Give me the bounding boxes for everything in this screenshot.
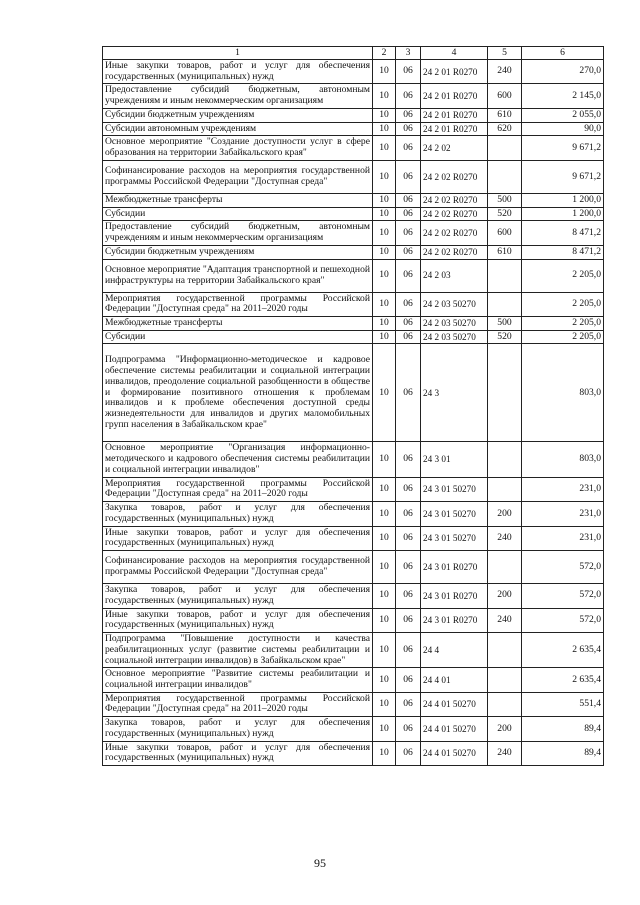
row-subsection: 06 [396,108,421,122]
row-amount: 231,0 [522,502,604,526]
row-target-code: 24 3 01 50270 [421,477,488,501]
row-target-code: 24 2 02 R0270 [421,193,488,207]
row-section: 10 [373,692,396,716]
header-row [103,47,604,60]
row-name: Мероприятия государственной программы Российской Федерации "Доступная среда" на 2011–2020 годы [103,477,373,501]
header-col-6: 6 [522,47,604,60]
row-expense-type: 240 [488,60,522,84]
row-subsection: 06 [396,717,421,741]
row-subsection: 06 [396,330,421,344]
row-target-code: 24 2 02 R0270 [421,160,488,193]
table-row [103,221,604,245]
row-amount: 231,0 [522,526,604,550]
row-subsection: 06 [396,160,421,193]
row-subsection: 06 [396,668,421,692]
row-subsection: 06 [396,84,421,108]
row-section: 10 [373,344,396,442]
row-amount: 9 671,2 [522,160,604,193]
row-subsection: 06 [396,442,421,477]
row-amount: 2 205,0 [522,330,604,344]
table-row [103,330,604,344]
table-row [103,477,604,501]
row-section: 10 [373,584,396,608]
table-row [103,633,604,668]
table-row [103,692,604,716]
row-name: Подпрограмма "Информационно-методическое и кадровое обеспечение системы реабилитации и социальной интеграции инвалидов, преодоление социальной разобщенности в обществе и формирование позитивного отношения к проблемам инвалидов и к проблеме обеспечения доступной среды жизнедеятельности для инвалидов и других маломобильных групп населения в Забайкальском крае" [103,344,373,442]
row-section: 10 [373,330,396,344]
row-amount: 89,4 [522,717,604,741]
row-target-code: 24 3 01 R0270 [421,584,488,608]
row-subsection: 06 [396,344,421,442]
row-expense-type: 200 [488,584,522,608]
table-row [103,84,604,108]
row-section: 10 [373,193,396,207]
row-subsection: 06 [396,193,421,207]
row-name: Основное мероприятие "Развитие системы реабилитации и социальной интеграции инвалидов" [103,668,373,692]
row-subsection: 06 [396,207,421,221]
table-row [103,292,604,316]
row-target-code: 24 3 01 50270 [421,526,488,550]
table-body [103,60,604,766]
row-expense-type [488,477,522,501]
row-target-code: 24 4 01 50270 [421,741,488,765]
table-row [103,502,604,526]
row-amount: 551,4 [522,692,604,716]
row-target-code: 24 2 03 [421,259,488,292]
row-amount: 89,4 [522,741,604,765]
row-section: 10 [373,292,396,316]
row-subsection: 06 [396,221,421,245]
row-target-code: 24 4 01 50270 [421,692,488,716]
table-row [103,442,604,477]
row-amount: 803,0 [522,442,604,477]
row-subsection: 06 [396,136,421,160]
row-expense-type: 240 [488,741,522,765]
row-amount: 572,0 [522,584,604,608]
row-target-code: 24 2 03 50270 [421,330,488,344]
row-name: Межбюджетные трансферты [103,193,373,207]
row-subsection: 06 [396,608,421,632]
table-row [103,136,604,160]
row-expense-type: 620 [488,122,522,136]
row-name: Субсидии автономным учреждениям [103,122,373,136]
table-row [103,317,604,331]
row-expense-type: 520 [488,330,522,344]
row-name: Иные закупки товаров, работ и услуг для обеспечения государственных (муниципальных) нужд [103,526,373,550]
page-number: 95 [314,856,326,870]
row-subsection: 06 [396,60,421,84]
row-section: 10 [373,245,396,259]
row-section: 10 [373,741,396,765]
row-expense-type [488,633,522,668]
row-expense-type: 520 [488,207,522,221]
row-name: Иные закупки товаров, работ и услуг для обеспечения государственных (муниципальных) нужд [103,741,373,765]
row-amount: 2 205,0 [522,259,604,292]
table-row [103,108,604,122]
row-amount: 8 471,2 [522,245,604,259]
row-amount: 1 200,0 [522,207,604,221]
row-subsection: 06 [396,245,421,259]
row-target-code: 24 4 [421,633,488,668]
row-name: Иные закупки товаров, работ и услуг для обеспечения государственных (муниципальных) нужд [103,60,373,84]
row-section: 10 [373,108,396,122]
row-section: 10 [373,160,396,193]
row-amount: 2 205,0 [522,317,604,331]
row-expense-type [488,136,522,160]
row-section: 10 [373,668,396,692]
row-name: Субсидии [103,207,373,221]
row-name: Софинансирование расходов на мероприятия государственной программы Российской Федерации "Доступная среда" [103,160,373,193]
table-row [103,60,604,84]
row-name: Закупка товаров, работ и услуг для обеспечения государственных (муниципальных) нужд [103,584,373,608]
row-expense-type [488,668,522,692]
row-subsection: 06 [396,502,421,526]
row-amount: 572,0 [522,608,604,632]
row-subsection: 06 [396,526,421,550]
row-expense-type: 610 [488,245,522,259]
row-expense-type [488,442,522,477]
row-name: Межбюджетные трансферты [103,317,373,331]
row-name: Подпрограмма "Повышение доступности и качества реабилитационных услуг (развитие системы реабилитации и социальной интеграции инвалидов) в Забайкальском крае" [103,633,373,668]
row-name: Субсидии [103,330,373,344]
row-subsection: 06 [396,633,421,668]
row-name: Закупка товаров, работ и услуг для обеспечения государственных (муниципальных) нужд [103,502,373,526]
row-name: Основное мероприятие "Создание доступности услуг в сфере образования на территории Забайкальского края" [103,136,373,160]
row-target-code: 24 2 01 R0270 [421,84,488,108]
row-amount: 231,0 [522,477,604,501]
row-amount: 572,0 [522,551,604,584]
row-amount: 90,0 [522,122,604,136]
table-row [103,193,604,207]
row-name: Мероприятия государственной программы Российской Федерации "Доступная среда" на 2011–2020 годы [103,292,373,316]
row-expense-type: 240 [488,526,522,550]
row-amount: 8 471,2 [522,221,604,245]
table-row [103,717,604,741]
row-target-code: 24 2 03 50270 [421,292,488,316]
row-expense-type: 200 [488,502,522,526]
row-target-code: 24 3 01 R0270 [421,608,488,632]
budget-table [102,46,604,766]
header-col-1: 1 [103,47,373,60]
row-expense-type [488,551,522,584]
row-target-code: 24 4 01 [421,668,488,692]
row-expense-type: 500 [488,193,522,207]
row-name: Мероприятия государственной программы Российской Федерации "Доступная среда" на 2011–2020 годы [103,692,373,716]
header-col-4: 4 [421,47,488,60]
header-col-3: 3 [396,47,421,60]
row-target-code: 24 2 01 R0270 [421,122,488,136]
row-target-code: 24 2 01 R0270 [421,60,488,84]
row-expense-type [488,692,522,716]
row-target-code: 24 4 01 50270 [421,717,488,741]
row-expense-type: 600 [488,84,522,108]
table-row [103,741,604,765]
row-subsection: 06 [396,292,421,316]
row-expense-type: 500 [488,317,522,331]
row-section: 10 [373,259,396,292]
row-target-code: 24 2 02 R0270 [421,221,488,245]
row-section: 10 [373,122,396,136]
row-target-code: 24 3 01 50270 [421,502,488,526]
row-target-code: 24 3 01 R0270 [421,551,488,584]
row-subsection: 06 [396,692,421,716]
row-expense-type: 600 [488,221,522,245]
row-section: 10 [373,317,396,331]
row-amount: 2 055,0 [522,108,604,122]
table-row [103,160,604,193]
row-amount: 2 635,4 [522,633,604,668]
row-name: Основное мероприятие "Организация информационно-методического и кадрового обеспечения системы реабилитации и социальной интеграции инвалидов" [103,442,373,477]
row-section: 10 [373,221,396,245]
header-col-2: 2 [373,47,396,60]
row-section: 10 [373,502,396,526]
table-row [103,344,604,442]
row-name: Субсидии бюджетным учреждениям [103,108,373,122]
table-row [103,526,604,550]
row-subsection: 06 [396,122,421,136]
table-header [103,47,604,60]
row-target-code: 24 2 03 50270 [421,317,488,331]
row-target-code: 24 2 02 R0270 [421,207,488,221]
row-expense-type [488,344,522,442]
table-row [103,207,604,221]
header-col-5: 5 [488,47,522,60]
row-name: Закупка товаров, работ и услуг для обеспечения государственных (муниципальных) нужд [103,717,373,741]
row-target-code: 24 2 02 [421,136,488,160]
row-amount: 2 635,4 [522,668,604,692]
row-target-code: 24 3 [421,344,488,442]
table-row [103,551,604,584]
row-section: 10 [373,442,396,477]
row-section: 10 [373,477,396,501]
row-expense-type [488,259,522,292]
row-section: 10 [373,551,396,584]
row-amount: 270,0 [522,60,604,84]
row-expense-type: 200 [488,717,522,741]
row-name: Иные закупки товаров, работ и услуг для обеспечения государственных (муниципальных) нужд [103,608,373,632]
row-name: Софинансирование расходов на мероприятия государственной программы Российской Федерации "Доступная среда" [103,551,373,584]
table-row [103,668,604,692]
row-subsection: 06 [396,551,421,584]
row-target-code: 24 2 02 R0270 [421,245,488,259]
row-expense-type: 240 [488,608,522,632]
table-row [103,584,604,608]
row-expense-type [488,292,522,316]
row-name: Субсидии бюджетным учреждениям [103,245,373,259]
row-subsection: 06 [396,741,421,765]
row-target-code: 24 3 01 [421,442,488,477]
table-row [103,122,604,136]
row-subsection: 06 [396,317,421,331]
row-name: Предоставление субсидий бюджетным, автономным учреждениям и иным некоммерческим организациям [103,221,373,245]
row-subsection: 06 [396,477,421,501]
row-name: Основное мероприятие "Адаптация транспортной и пешеходной инфраструктуры на территории Забайкальского края" [103,259,373,292]
table-row [103,245,604,259]
row-section: 10 [373,608,396,632]
row-section: 10 [373,207,396,221]
row-section: 10 [373,717,396,741]
row-section: 10 [373,136,396,160]
table-row [103,259,604,292]
row-name: Предоставление субсидий бюджетным, автономным учреждениям и иным некоммерческим организациям [103,84,373,108]
row-subsection: 06 [396,259,421,292]
row-section: 10 [373,633,396,668]
row-amount: 2 205,0 [522,292,604,316]
row-subsection: 06 [396,584,421,608]
row-amount: 9 671,2 [522,136,604,160]
row-amount: 1 200,0 [522,193,604,207]
row-section: 10 [373,84,396,108]
row-amount: 803,0 [522,344,604,442]
row-amount: 2 145,0 [522,84,604,108]
row-section: 10 [373,60,396,84]
row-expense-type [488,160,522,193]
table-row [103,608,604,632]
row-expense-type: 610 [488,108,522,122]
row-target-code: 24 2 01 R0270 [421,108,488,122]
row-section: 10 [373,526,396,550]
